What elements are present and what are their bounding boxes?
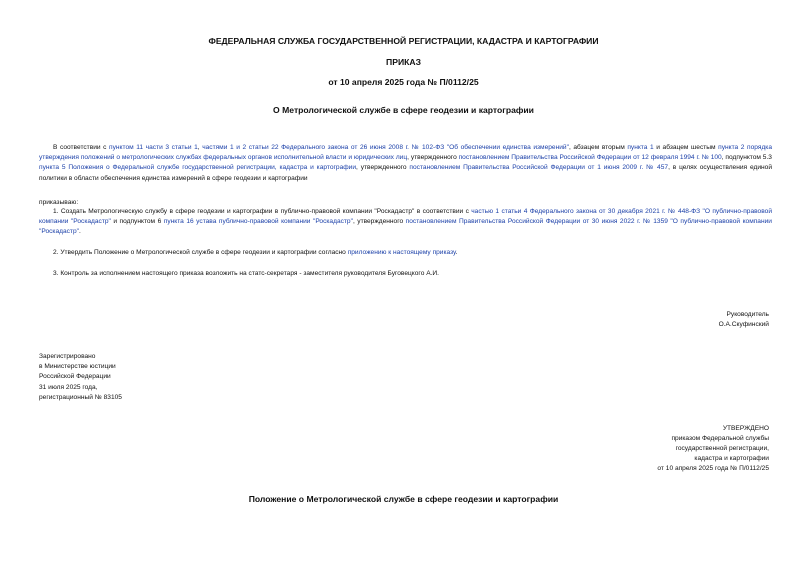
link-law-448[interactable]: частью 1 статьи 4 Федерального закона от 30 декабря 2021 г. № 448-ФЗ "О публично-правовой компании "Роскадастр" [39,208,773,226]
agency-name: ФЕДЕРАЛЬНАЯ СЛУЖБА ГОСУДАРСТВЕННОЙ РЕГИСТРАЦИИ, КАДАСТРА И КАРТОГРАФИИ [208,36,599,46]
item2-text-1: 2. Утвердить Положение о Метрологической службе в сфере геодезии и картографии согласно [53,249,348,256]
intro-text-4: и абзацем шестым [653,144,719,151]
intro-text-6: , подпунктом 5.3 [721,154,772,162]
signer-role: Руководитель [726,311,769,318]
registration-line-3: Российской Федерации [39,373,111,381]
link-law-article-1[interactable]: пунктом 11 части 3 статьи 1 [109,144,198,151]
document-type: ПРИКАЗ [386,57,421,67]
order-item-3 [39,269,772,279]
item1-text-1: 1. Создать Метрологическую службу в сфере геодезии и картографии в публично-правовой компании "Роскадастр" в соответствии с [53,208,472,215]
signature-block [719,310,769,330]
document-title: О Метрологической службе в сфере геодезии и картографии [273,105,534,115]
item2-text-2: . [455,249,458,256]
link-resolution-1359[interactable]: постановлением Правительства Российской Федерации от 30 июня 2022 г. № 1359 "О публично-правовой компании "Роскадастр" [39,218,772,236]
intro-text-5: , утвержденного [407,154,459,162]
document-date-number: от 10 апреля 2025 года № П/0112/25 [328,77,479,87]
item1-text-2: и подпунктом 6 [110,218,164,226]
approval-line-4: кадастра и картографии [694,455,769,462]
registration-line-4: 31 июля 2025 года, [39,383,98,391]
link-law-article-22[interactable]: частями 1 и 2 статьи 22 Федерального закона от 26 июня 2008 г. № 102-ФЗ "Об обеспечении единства измерений" [202,144,569,151]
link-point-5-regulation[interactable]: пункта 5 Положения о Федеральной службе государственной регистрации, кадастра и картографии [39,164,357,172]
intro-text-3: , абзацем вторым [568,144,628,151]
intro-text-7: , утвержденного [356,164,410,172]
registration-line-5: регистрационный № 83105 [39,393,122,401]
regulation-title: Положение о Метрологической службе в сфере геодезии и картографии [248,494,559,504]
item3-text-1: 3. Контроль за исполнением настоящего приказа возложить на статс-секретаря - заместителя руководителя Буговецкого А.И. [53,270,439,277]
link-resolution-457[interactable]: постановлением Правительства Российской Федерации от 1 июня 2009 г. № 457 [409,164,669,172]
intro-paragraph [39,143,772,184]
order-word: приказываю: [39,199,79,206]
approval-line-5: от 10 апреля 2025 года № П/0112/25 [657,465,769,472]
item1-text-3: , утвержденного [352,218,406,226]
approval-line-2: приказом Федеральной службы [671,435,769,442]
signer-name: О.А.Скуфинский [718,321,769,328]
approval-line-1: УТВЕРЖДЕНО [722,425,769,432]
link-appendix[interactable]: приложению к настоящему приказу [347,249,456,256]
intro-text-1: В соответствии с [53,144,110,151]
item1-text-4: . [78,228,81,236]
order-item-1 [39,207,772,238]
intro-text-2: , [197,144,203,151]
intro-text-8: , в целях осуществления единой политики в области обеспечения единства измерений в сфере геодезии и картографии [39,164,773,182]
link-resolution-100[interactable]: постановлением Правительства Российской Федерации от 12 февраля 1994 г. № 100 [458,154,722,162]
registration-block [39,352,122,403]
link-charter-point-16[interactable]: пункта 16 устава публично-правовой компании "Роскадастр" [163,218,353,226]
approval-line-3: государственной регистрации, [675,445,769,452]
registration-line-1: Зарегистрировано [39,353,96,360]
order-item-2 [39,248,772,258]
registration-line-2: в Министерстве юстиции [39,363,116,371]
link-point-1[interactable]: пункта 1 [627,144,654,151]
link-point-2-procedure[interactable]: пункта 2 порядка утверждения положений о метрологических службах федеральных органов исполнительной власти и юридических лиц [39,144,773,162]
approval-block [657,424,769,474]
